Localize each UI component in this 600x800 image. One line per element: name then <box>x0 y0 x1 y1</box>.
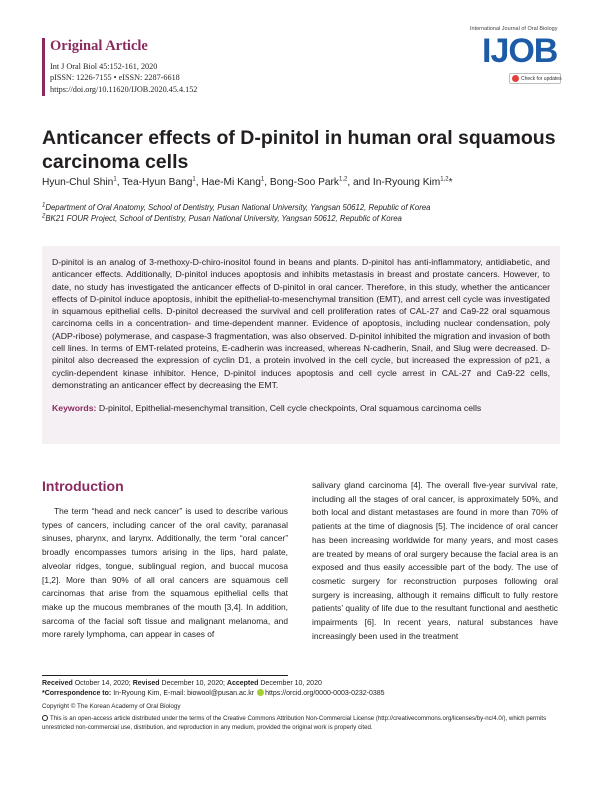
footer-dates <box>42 679 385 699</box>
accepted-date: December 10, 2020 <box>260 680 322 687</box>
affiliation-item <box>42 214 430 225</box>
affiliation-text: BK21 FOUR Project, School of Dentistry, Pusan National University, Yangsan 50612, Republic of Korea <box>45 213 402 223</box>
check-for-updates-button[interactable] <box>509 73 561 84</box>
check-updates-label: Check for updates <box>521 75 562 82</box>
keywords-text: D-pinitol, Epithelial-mesenchymal transition, Cell cycle checkpoints, Oral squamous carcinoma cells <box>98 403 482 414</box>
author-separator: , <box>195 177 202 188</box>
crossmark-icon <box>512 75 519 82</box>
author-separator: , <box>116 177 123 188</box>
revised-label: Revised <box>132 680 160 687</box>
author-separator: , and <box>347 177 373 188</box>
affiliations <box>42 203 430 225</box>
author-affil-sup: 1,2 <box>440 176 449 183</box>
revised-date: December 10, 2020; <box>161 680 225 687</box>
doi-link[interactable]: https://doi.org/10.11620/IJOB.2020.45.4.152 <box>50 84 198 94</box>
received-label: Received <box>42 680 73 687</box>
correspondence-line <box>42 689 385 699</box>
author-name: Bong-Soo Park <box>269 177 340 188</box>
keywords-label: Keywords: <box>52 403 97 414</box>
author-name: Hae-Mi Kang <box>201 177 261 188</box>
author-affil-sup: 1 <box>192 176 196 183</box>
article-title: Anticancer effects of D-pinitol in human oral squamous carcinoma cells <box>42 127 556 173</box>
affiliation-text: Department of Oral Anatomy, School of Dentistry, Pusan National University, Yangsan 50612, Republic of Korea <box>45 203 431 212</box>
intro-right-column: salivary gland carcinoma [4]. The overall five-year survival rate, including all the stages of oral cancer, is approximately 50%, and both local and distant metastases are found in more than 70% of patients at the time of diagnosis [5]. The incidence of oral cancer has been increasing worldwide for many years, and most cases are treated by means of oral surgery because the facial area is an exposed and thus easily accessible part of the body. The use of cosmetic surgery for reconstruction purposes following oral surgery is increasing, although it remains difficult to fully restore patients’ quality of life due to the resultant functional and aesthetic impairments [6]. In recent years, natural substances have increasingly been used in the treatment <box>312 480 558 641</box>
license-notice <box>42 715 560 732</box>
author-list <box>42 177 453 188</box>
correspondence-label: *Correspondence to: <box>42 690 112 697</box>
author-name: Hyun-Chul Shin <box>42 177 114 188</box>
keywords <box>52 403 550 413</box>
author-affil-sup: 1 <box>260 176 265 183</box>
intro-left-column: The term “head and neck cancer” is used to describe various types of cancers, including cancer of the oral cavity, paranasal sinuses, pharynx, and larynx. Additionally, the term “oral cancer” broadly encompasses tumors arising in the lips, hard palate, alveolar ridges, tongue, sublingual region, and buccal mucosa [1,2]. More than 90% of all oral cancers are squamous cell carcinomas that arise from the squamous epithelial cells that make up the mucous membranes of the mouth [3,4]. In addition, sarcoma of the facial soft tissue and malignant melanoma, and more rarely lymphoma, can appear in cases of <box>42 506 288 640</box>
article-type: Original Article <box>50 38 148 54</box>
author-separator: , <box>264 177 270 188</box>
history-line <box>42 679 385 689</box>
abstract-text: D-pinitol is an analog of 3-methoxy-D-chiro-inositol found in beans and plants. D-pinitol has anti-inflammatory, antidiabetic, and anticancer effects. Additionally, D-pinitol induces apoptosis and inhibits metastasis in breast and prostate cancers. However, to date, no study has investigated the anticancer effects of D-pinitol in oral cancer. Therefore, in this study, whether the anticancer effects of D-pinitol induce apoptosis, inhibit the epithelial-to-mesenchymal transition (EMT), and arrest cell cycle was investigated in squamous epithelial cells. D-pinitol decreased the survival and cell proliferation rates of CAL-27 and Ca9-22 oral squamous carcinoma cells in a concentration- and time-dependent manner. Evidence of apoptosis, including nuclear condensation, poly (ADP-ribose) polymerase, and caspase-3 fragmentation, was also observed. D-pinitol inhibited the migration and invasion of both cell lines. In terms of EMT-related proteins, E-cadherin was increased, whereas N-cadherin, Snail, and Slug were decreased. D-pinitol also decreased the expression of cyclin D1, a protein involved in the cell cycle, but increased the expression of p21, a cyclin-dependent kinase inhibitor. Hence, D-pinitol induces apoptosis and cell cycle arrest in CAL-27 and Ca9-22 cells, demonstrating an anticancer effect by decreasing the EMT. <box>52 257 550 390</box>
affiliation-sup: 1 <box>42 202 46 209</box>
author-name: Tea-Hyun Bang <box>122 177 193 188</box>
issn: pISSN: 1226-7155 • eISSN: 2287-6618 <box>50 73 180 83</box>
author-name: In-Ryoung Kim <box>372 177 441 188</box>
corresponding-mark: * <box>448 177 453 188</box>
orcid-icon <box>257 689 264 696</box>
citation: Int J Oral Biol 45:152-161, 2020 <box>50 62 158 71</box>
received-date: October 14, 2020; <box>74 680 131 687</box>
journal-name: International Journal of Oral Biology <box>470 26 558 32</box>
footer-divider <box>42 675 288 676</box>
author-affil-sup: 1 <box>113 176 117 183</box>
abstract-box <box>42 246 560 444</box>
header-accent-bar <box>42 38 45 96</box>
license-text: This is an open-access article distributed under the terms of the Creative Commons Attribution Non-Commercial License (http://creativecommons.org/licenses/by-nc/4.0/), which permits unrestricted non-commercial use, distribution, and reproduction in any medium, provided the original work is properly cited. <box>42 715 547 731</box>
affiliation-sup: 2 <box>42 213 46 220</box>
accepted-label: Accepted <box>226 680 259 687</box>
affiliation-item <box>42 203 430 214</box>
orcid-link[interactable]: https://orcid.org/0000-0003-0232-0385 <box>265 690 385 697</box>
creative-commons-icon <box>42 715 48 721</box>
article-header <box>50 38 197 95</box>
journal-logo: IJOB <box>482 32 558 70</box>
copyright: Copyright © The Korean Academy of Oral Biology <box>42 703 181 710</box>
article-meta <box>50 61 197 95</box>
correspondence-contact[interactable]: In-Ryoung Kim, E-mail: biowool@pusan.ac.kr <box>113 690 255 697</box>
section-heading-introduction: Introduction <box>42 478 124 494</box>
author-affil-sup: 1,2 <box>339 176 348 183</box>
